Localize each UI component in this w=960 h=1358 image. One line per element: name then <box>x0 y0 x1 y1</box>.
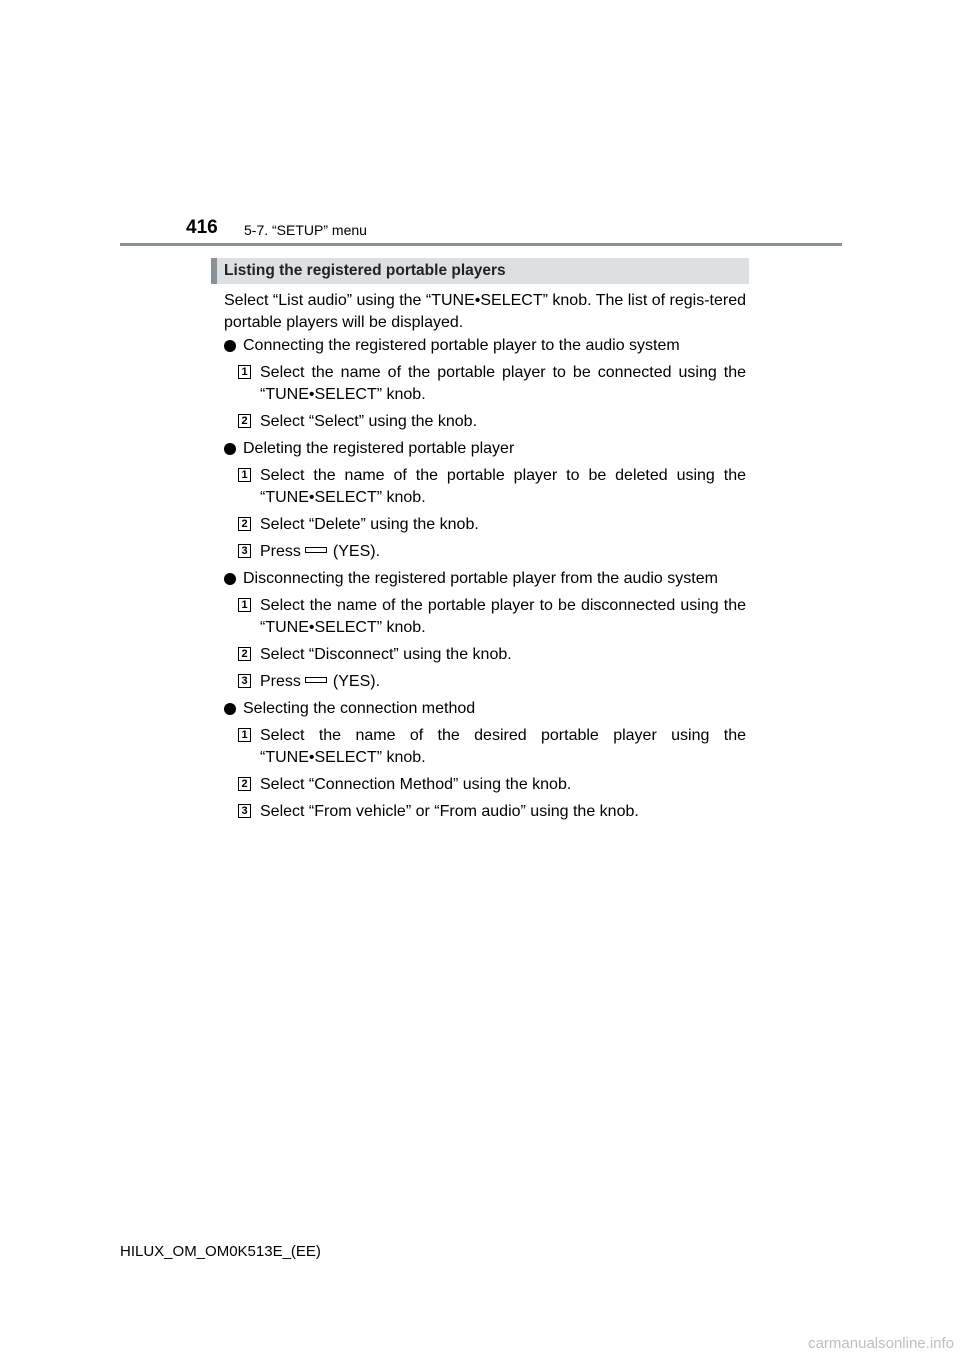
step-number: 2 <box>238 517 251 531</box>
step-number: 1 <box>238 365 251 379</box>
bullet-item <box>224 698 746 720</box>
step-text: Select “From vehicle” or “From audio” using the knob. <box>260 803 639 820</box>
intro-paragraph: Select “List audio” using the “TUNE•SELECT” knob. The list of regis-tered portable players will be displayed. <box>224 292 746 331</box>
step-text: Select the name of the portable player to be disconnected using the “TUNE•SELECT” knob. <box>260 597 746 636</box>
yes-button-icon <box>305 677 327 683</box>
header-divider <box>120 243 842 246</box>
step-item <box>224 595 746 639</box>
bullet-item <box>224 438 746 460</box>
step-number: 3 <box>238 544 251 558</box>
step-text: Select the name of the desired portable player using the “TUNE•SELECT” knob. <box>260 727 746 766</box>
step-item <box>224 801 746 823</box>
bullet-text: Selecting the connection method <box>243 700 476 717</box>
body-content <box>224 290 746 828</box>
step-item <box>224 465 746 509</box>
watermark: carmanualsonline.info <box>808 1335 954 1352</box>
step-number: 1 <box>238 468 251 482</box>
step-item <box>224 514 746 536</box>
step-text: Select the name of the portable player to be deleted using the “TUNE•SELECT” knob. <box>260 467 746 506</box>
yes-button-icon <box>305 547 327 553</box>
bullet-item <box>224 568 746 590</box>
step-item <box>224 644 746 666</box>
step-text: Select “Select” using the knob. <box>260 413 478 430</box>
step-number: 1 <box>238 598 251 612</box>
step-text-pre: Press <box>260 673 301 690</box>
step-number: 2 <box>238 414 251 428</box>
step-item <box>224 411 746 433</box>
step-number: 1 <box>238 728 251 742</box>
step-item <box>224 774 746 796</box>
subsection-heading: Listing the registered portable players <box>224 262 506 279</box>
step-item <box>224 541 746 563</box>
step-number: 2 <box>238 647 251 661</box>
step-text-post: (YES). <box>332 543 381 560</box>
bullet-dot-icon <box>224 573 236 585</box>
bullet-text: Deleting the registered portable player <box>243 440 515 457</box>
document-code-footer: HILUX_OM_OM0K513E_(EE) <box>120 1243 321 1260</box>
heading-accent <box>211 258 217 284</box>
step-text-post: (YES). <box>332 673 381 690</box>
bullet-dot-icon <box>224 703 236 715</box>
step-number: 3 <box>238 674 251 688</box>
bullet-text: Disconnecting the registered portable player from the audio system <box>243 570 718 587</box>
bullet-dot-icon <box>224 340 236 352</box>
step-number: 2 <box>238 777 251 791</box>
bullet-item <box>224 335 746 357</box>
step-text: Select the name of the portable player to be connected using the “TUNE•SELECT” knob. <box>260 364 746 403</box>
step-item <box>224 725 746 769</box>
step-text: Select “Disconnect” using the knob. <box>260 646 512 663</box>
step-text: Select “Delete” using the knob. <box>260 516 479 533</box>
bullet-text: Connecting the registered portable player to the audio system <box>243 337 680 354</box>
bullet-dot-icon <box>224 443 236 455</box>
step-text: Select “Connection Method” using the knob. <box>260 776 572 793</box>
step-item <box>224 362 746 406</box>
page-number: 416 <box>186 217 218 238</box>
step-text-pre: Press <box>260 543 301 560</box>
section-title: 5-7. “SETUP” menu <box>244 222 367 238</box>
subsection-heading-bar <box>211 258 749 284</box>
step-item <box>224 671 746 693</box>
step-number: 3 <box>238 804 251 818</box>
